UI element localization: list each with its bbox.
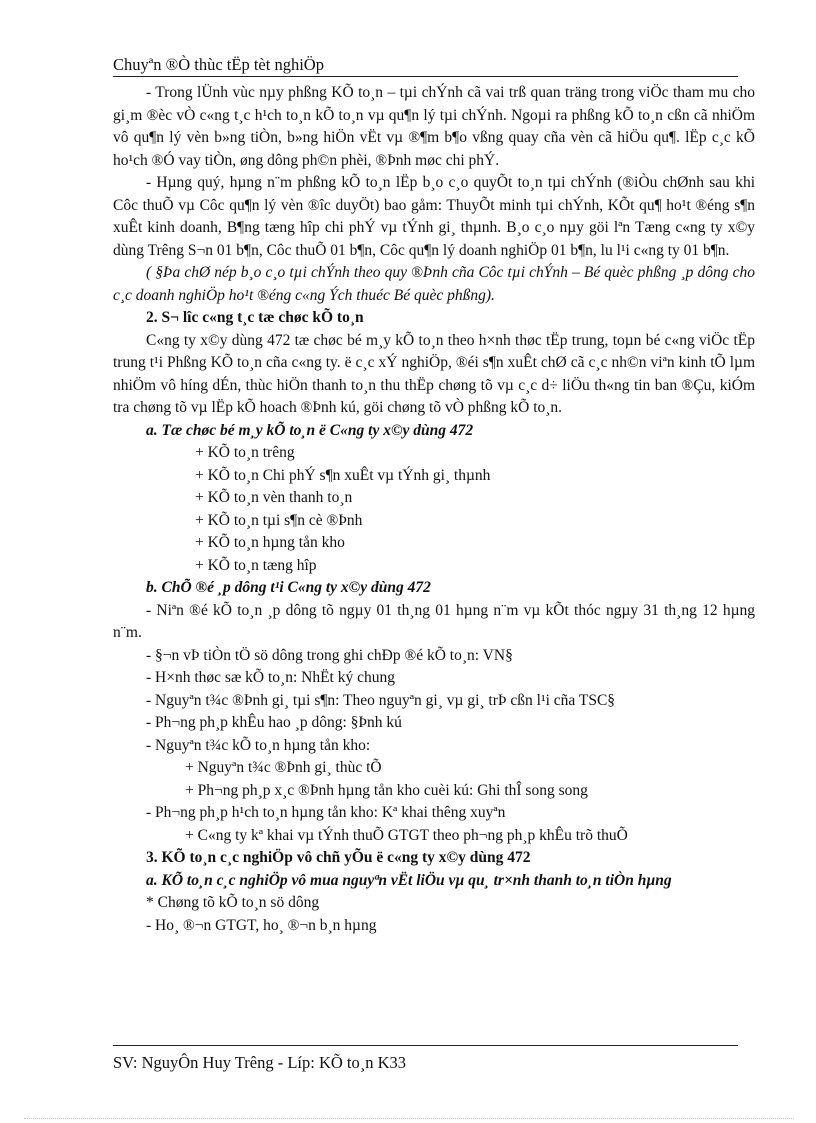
list-item: - H×nh thøc sæ kÕ to¸n: NhËt ký chung <box>146 669 395 686</box>
list-item: + KÕ to¸n tµi s¶n cè ®Þnh <box>195 511 363 529</box>
paragraph-4: C«ng ty x©y dùng 472 tæ chøc bé m¸y kÕ to¸n theo h×nh thøc tËp trung, toµn bé c«ng viÖc tËp trung t¹i Phßng KÕ to¸n cña c«ng ty. ë c¸c xÝ nghiÖp, ®éi s¶n xuÊt chØ cã c¸c nh©n viªn kinh tÕ lµm nhiÖm vô híng dÉn, thùc hiÖn thanh to¸n thu thËp chøng tõ vµ c¸c d÷ liÖu th«ng tin ban ®Çu, kiÓm tra chøng tõ vµ lËp kÕ hoach ®Þnh kú, göi chøng tõ vÒ phßng kÕ to¸n. <box>113 331 755 416</box>
list-item: + KÕ to¸n tæng hîp <box>195 556 317 574</box>
list-item: + KÕ to¸n vèn thanh to¸n <box>195 489 353 506</box>
subsection-3a-title: a. KÕ to¸n c¸c nghiÖp vô mua nguyªn vËt liÖu vµ qu¸ tr×nh thanh to¸n tiÒn hµng <box>146 871 672 889</box>
paragraph-6: - Ph¬ng ph¸p h¹ch to¸n hµng tån kho: Kª khai thêng xuyªn <box>146 804 506 821</box>
list-item: + Ph¬ng ph¸p x¸c ®Þnh hµng tån kho cuèi kú: Ghi thÎ song song <box>185 781 588 799</box>
section-2-title: 2. S¬ lîc c«ng t¸c tæ chøc kÕ to¸n <box>146 309 364 326</box>
subsection-a-title: a. Tæ chøc bé m¸y kÕ to¸n ë C«ng ty x©y dùng 472 <box>146 421 474 439</box>
list-item: + KÕ to¸n Chi phÝ s¶n xuÊt vµ tÝnh gi¸ thµnh <box>195 466 491 484</box>
list-item: - §¬n vÞ tiÒn tÖ sö dông trong ghi chÐp ®é kÕ to¸n: VN§ <box>146 646 513 664</box>
list-item: - Ph¬ng ph¸p khÊu hao ¸p dông: §Þnh kú <box>146 714 402 731</box>
header-divider <box>113 76 738 77</box>
document-body <box>113 82 755 937</box>
list-item: + KÕ to¸n hµng tån kho <box>195 534 345 551</box>
paragraph-3-note: ( §Þa chØ nép b¸o c¸o tµi chÝnh theo quy ®Þnh cña Côc tµi chÝnh – Bé quèc phßng ¸p dông cho c¸c doanh nghiÖp ho¹t ®éng c«ng Ých thuéc Bé quèc phßng). <box>113 264 755 304</box>
list-item: - Nguyªn t¾c ®Þnh gi¸ tµi s¶n: Theo nguyªn gi¸ vµ gi¸ trÞ cßn l¹i cña TSC§ <box>146 691 616 709</box>
list-a <box>113 442 755 577</box>
paragraph-7: * Chøng tõ kÕ to¸n sö dông <box>146 894 320 911</box>
section-3-title: 3. KÕ to¸n c¸c nghiÖp vô chñ yÕu ë c«ng ty x©y dùng 472 <box>146 849 531 866</box>
list-item: + KÕ to¸n trêng <box>195 444 295 461</box>
paragraph-1: - Trong lÜnh vùc nµy phßng KÕ to¸n – tµi chÝnh cã vai trß quan träng trong viÖc tham mu cho gi¸m ®èc vÒ c«ng t¸c h¹ch to¸n kÕ to¸n vµ qu¶n lý tµi chÝnh. Ngoµi ra phßng kÕ to¸n cßn cã nhiÖm vô qu¶n lý vèn b»ng tiÒn, b»ng hiÖn vËt vµ ®¶m b¶o vßng quay cña vèn cã hiÖu qu¶. lËp c¸c kÕ ho¹ch ®Ó vay tiÒn, øng dông ph©n phèi, ®Þnh møc chi phÝ. <box>113 84 755 169</box>
paragraph-8: - Ho¸ ®¬n GTGT, ho¸ ®¬n b¸n hµng <box>146 916 377 934</box>
paragraph-5: - Niªn ®é kÕ to¸n ¸p dông tõ ngµy 01 th¸ng 01 hµng n¨m vµ kÕt thóc ngµy 31 th¸ng 12 hµng n¨m. <box>113 601 755 641</box>
paragraph-6-sub: + C«ng ty kª khai vµ tÝnh thuÕ GTGT theo ph¬ng ph¸p khÊu trõ thuÕ <box>185 826 628 844</box>
list-item: - Nguyªn t¾c kÕ to¸n hµng tån kho: <box>146 736 371 754</box>
page-header-title: Chuyªn ®Ò thùc tËp tèt nghiÖp <box>113 55 324 74</box>
page-footer: SV: NguyÔn Huy Trêng - Líp: KÕ to¸n K33 <box>113 1053 407 1072</box>
paragraph-2: - Hµng quý, hµng n¨m phßng kÕ to¸n lËp b¸o c¸o quyÕt to¸n tµi chÝnh (®iÒu chØnh sau khi Côc thuÕ vµ Côc qu¶n lý vèn ®îc duyÖt) bao gåm: ThuyÕt minh tµi chÝnh, KÕt qu¶ ho¹t ®éng s¶n xuÊt kinh doanh, B¶ng tæng hîp chi phÝ vµ tÝnh gi¸ thµnh. B¸o c¸o nµy göi lªn Tæng c«ng ty x©y dùng Trêng S¬n 01 b¶n, Côc thuÕ 01 b¶n, Côc qu¶n lý doanh nghiÖp 01 b¶n, lu l¹i c«ng ty 01 b¶n. <box>113 174 755 259</box>
list-b <box>113 645 755 803</box>
subsection-b-title: b. ChÕ ®é ¸p dông t¹i C«ng ty x©y dùng 472 <box>146 579 431 596</box>
list-item: + Nguyªn t¾c ®Þnh gi¸ thùc tÕ <box>185 759 382 776</box>
footer-divider <box>113 1045 738 1046</box>
page-bottom-dotted-line <box>24 1118 794 1119</box>
